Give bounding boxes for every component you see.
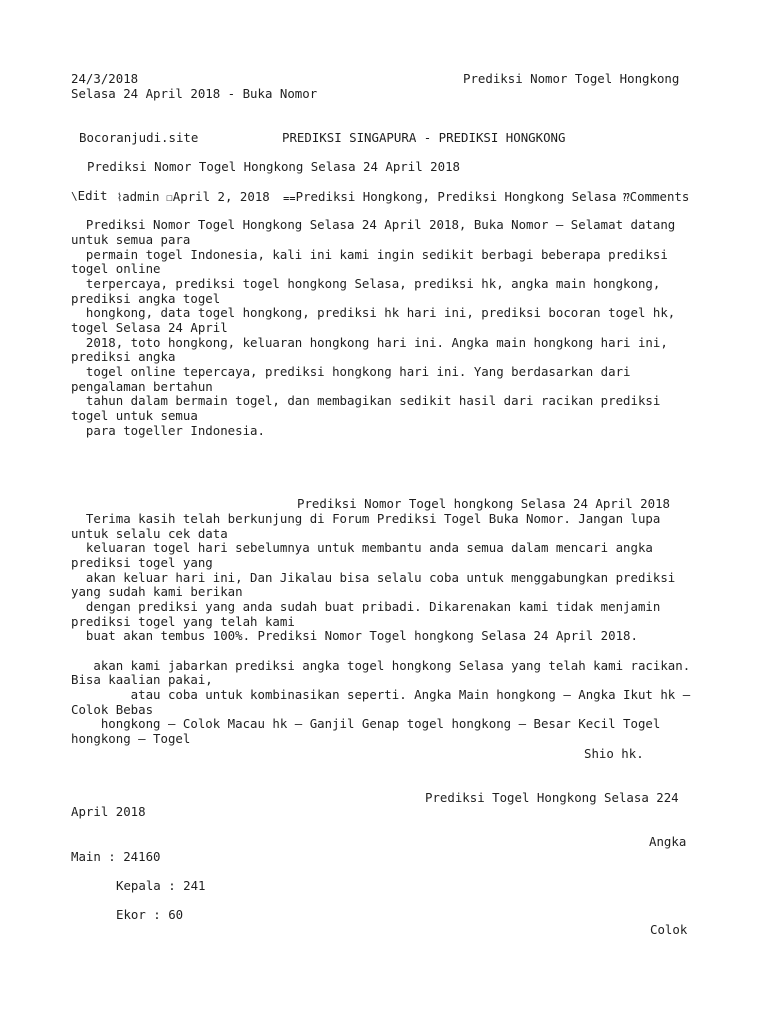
colok-label: Colok xyxy=(650,922,688,937)
comment-icon: ⁇ xyxy=(616,190,630,204)
calendar-icon: ☐ xyxy=(159,190,173,204)
intro-line: Prediksi Nomor Togel Hongkong Selasa 24 April 2018, Buka Nomor – Selamat datang xyxy=(71,217,676,232)
explain-line: Bisa kaalian pakai, xyxy=(71,672,213,687)
intro-line: para togeller Indonesia. xyxy=(71,423,265,438)
post-edit-row xyxy=(71,189,107,205)
prediction-title-continued: April 2018 xyxy=(71,804,146,819)
post-title[interactable]: Prediksi Nomor Togel Hongkong Selasa 24 April 2018 xyxy=(87,159,460,174)
intro-line: terpercaya, prediksi togel hongkong Selasa, prediksi hk, angka main hongkong, xyxy=(71,276,661,291)
kepala-value: Kepala : 241 xyxy=(116,878,206,893)
thanks-line: buat akan tembus 100%. Prediksi Nomor Togel hongkong Selasa 24 April 2018. xyxy=(71,628,638,643)
document-title-continued: Selasa 24 April 2018 - Buka Nomor xyxy=(71,86,318,101)
explain-line: hongkong – Togel xyxy=(71,731,191,746)
intro-line: permain togel Indonesia, kali ini kami ingin sedikit berbagi beberapa prediksi xyxy=(71,247,668,262)
post-categories[interactable]: Prediksi Hongkong, Prediksi Hongkong Selasa xyxy=(295,188,617,204)
thanks-line: prediksi togel yang xyxy=(71,555,213,570)
edit-icon: \ xyxy=(71,190,78,203)
intro-line: 2018, toto hongkong, keluaran hongkong hari ini. Angka main hongkong hari ini, xyxy=(71,335,668,350)
explain-line: Colok Bebas xyxy=(71,702,154,717)
angka-label: Angka xyxy=(649,834,687,849)
post-meta xyxy=(87,175,689,220)
ekor-value: Ekor : 60 xyxy=(116,907,184,922)
intro-line: togel untuk semua xyxy=(71,408,198,423)
site-name[interactable]: Bocoranjudi.site xyxy=(79,130,199,145)
thanks-line: dengan prediksi yang anda sudah buat pribadi. Dikarenakan kami tidak menjamin xyxy=(71,599,661,614)
thanks-line: akan keluar hari ini, Dan Jikalau bisa selalu coba untuk menggabungkan prediksi xyxy=(71,570,676,585)
post-date: April 2, 2018 xyxy=(172,188,270,204)
category-icon: ⩵ xyxy=(269,190,296,204)
intro-line: togel online xyxy=(71,261,161,276)
document-title: Prediksi Nomor Togel Hongkong xyxy=(463,71,680,86)
print-date: 24/3/2018 xyxy=(71,71,139,86)
user-icon: ⌇ xyxy=(116,190,123,204)
section-heading: Prediksi Nomor Togel hongkong Selasa 24 April 2018 xyxy=(297,496,670,511)
prediction-title: Prediksi Togel Hongkong Selasa 224 xyxy=(425,790,679,805)
post-edit-link[interactable]: Edit xyxy=(77,188,108,203)
site-nav-links[interactable]: PREDIKSI SINGAPURA - PREDIKSI HONGKONG xyxy=(282,130,566,145)
explain-line: akan kami jabarkan prediksi angka togel hongkong Selasa yang telah kami racikan. xyxy=(71,658,691,673)
explain-line: hongkong – Colok Macau hk – Ganjil Genap togel hongkong – Besar Kecil Togel xyxy=(71,716,661,731)
post-comments-link[interactable]: Comments xyxy=(629,188,690,204)
intro-line: togel Selasa 24 April xyxy=(71,320,228,335)
thanks-line: keluaran togel hari sebelumnya untuk membantu anda semua dalam mencari angka xyxy=(71,540,653,555)
thanks-line: Terima kasih telah berkunjung di Forum Prediksi Togel Buka Nomor. Jangan lupa xyxy=(71,511,661,526)
intro-line: prediksi angka xyxy=(71,349,176,364)
thanks-line: untuk selalu cek data xyxy=(71,526,228,541)
intro-line: prediksi angka togel xyxy=(71,291,221,306)
intro-line: tahun dalam bermain togel, dan membagikan sedikit hasil dari racikan prediksi xyxy=(71,393,661,408)
intro-line: hongkong, data togel hongkong, prediksi hk hari ini, prediksi bocoran togel hk, xyxy=(71,305,676,320)
thanks-line: prediksi togel yang telah kami xyxy=(71,614,295,629)
post-author[interactable]: admin xyxy=(122,188,160,204)
intro-line: togel online tepercaya, prediksi hongkong hari ini. Yang berdasarkan dari xyxy=(71,364,631,379)
explain-line: atau coba untuk kombinasikan seperti. Angka Main hongkong – Angka Ikut hk – xyxy=(71,687,691,702)
intro-line: untuk semua para xyxy=(71,232,191,247)
angka-main-value: Main : 24160 xyxy=(71,849,161,864)
intro-line: pengalaman bertahun xyxy=(71,379,213,394)
explain-line: Shio hk. xyxy=(584,746,644,761)
thanks-line: yang sudah kami berikan xyxy=(71,584,243,599)
